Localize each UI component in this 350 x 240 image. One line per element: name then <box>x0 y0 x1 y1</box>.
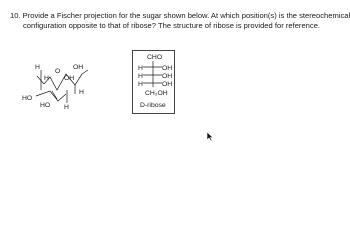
oh-inner-label: OH <box>64 75 75 82</box>
ho-left-label: HO <box>22 95 33 102</box>
h-mid-label: H <box>44 75 49 82</box>
mouse-cursor-icon <box>206 131 214 142</box>
ribose-ch2oh: CH₂OH <box>145 90 168 97</box>
ribose-row2-left: H <box>138 73 143 80</box>
h-bottom-label: H <box>64 104 69 111</box>
ribose-row1-right: OH <box>162 65 173 72</box>
ribose-row3-right: OH <box>162 81 173 88</box>
h-top-label: H <box>35 64 40 71</box>
ribose-cho: CHO <box>147 54 163 61</box>
h-right-label: H <box>79 89 84 96</box>
o-ring-label: O <box>55 68 61 75</box>
fischer-lines <box>143 61 162 87</box>
ribose-fischer-projection <box>138 54 172 109</box>
ribose-name: D-ribose <box>140 102 166 109</box>
ribose-row2-right: OH <box>162 73 173 80</box>
question-line-1: 10. Provide a Fischer projection for the sugar shown below. At which position(s) is the stereochemical <box>10 11 350 20</box>
question-line-2: configuration opposite to that of ribose? The structure of ribose is provided for reference. <box>23 20 321 30</box>
ribose-row1-left: H <box>138 65 143 72</box>
ho-bottom-label: HO <box>40 102 51 109</box>
ribose-row3-left: H <box>138 81 143 88</box>
oh-top-label: OH <box>73 64 84 71</box>
